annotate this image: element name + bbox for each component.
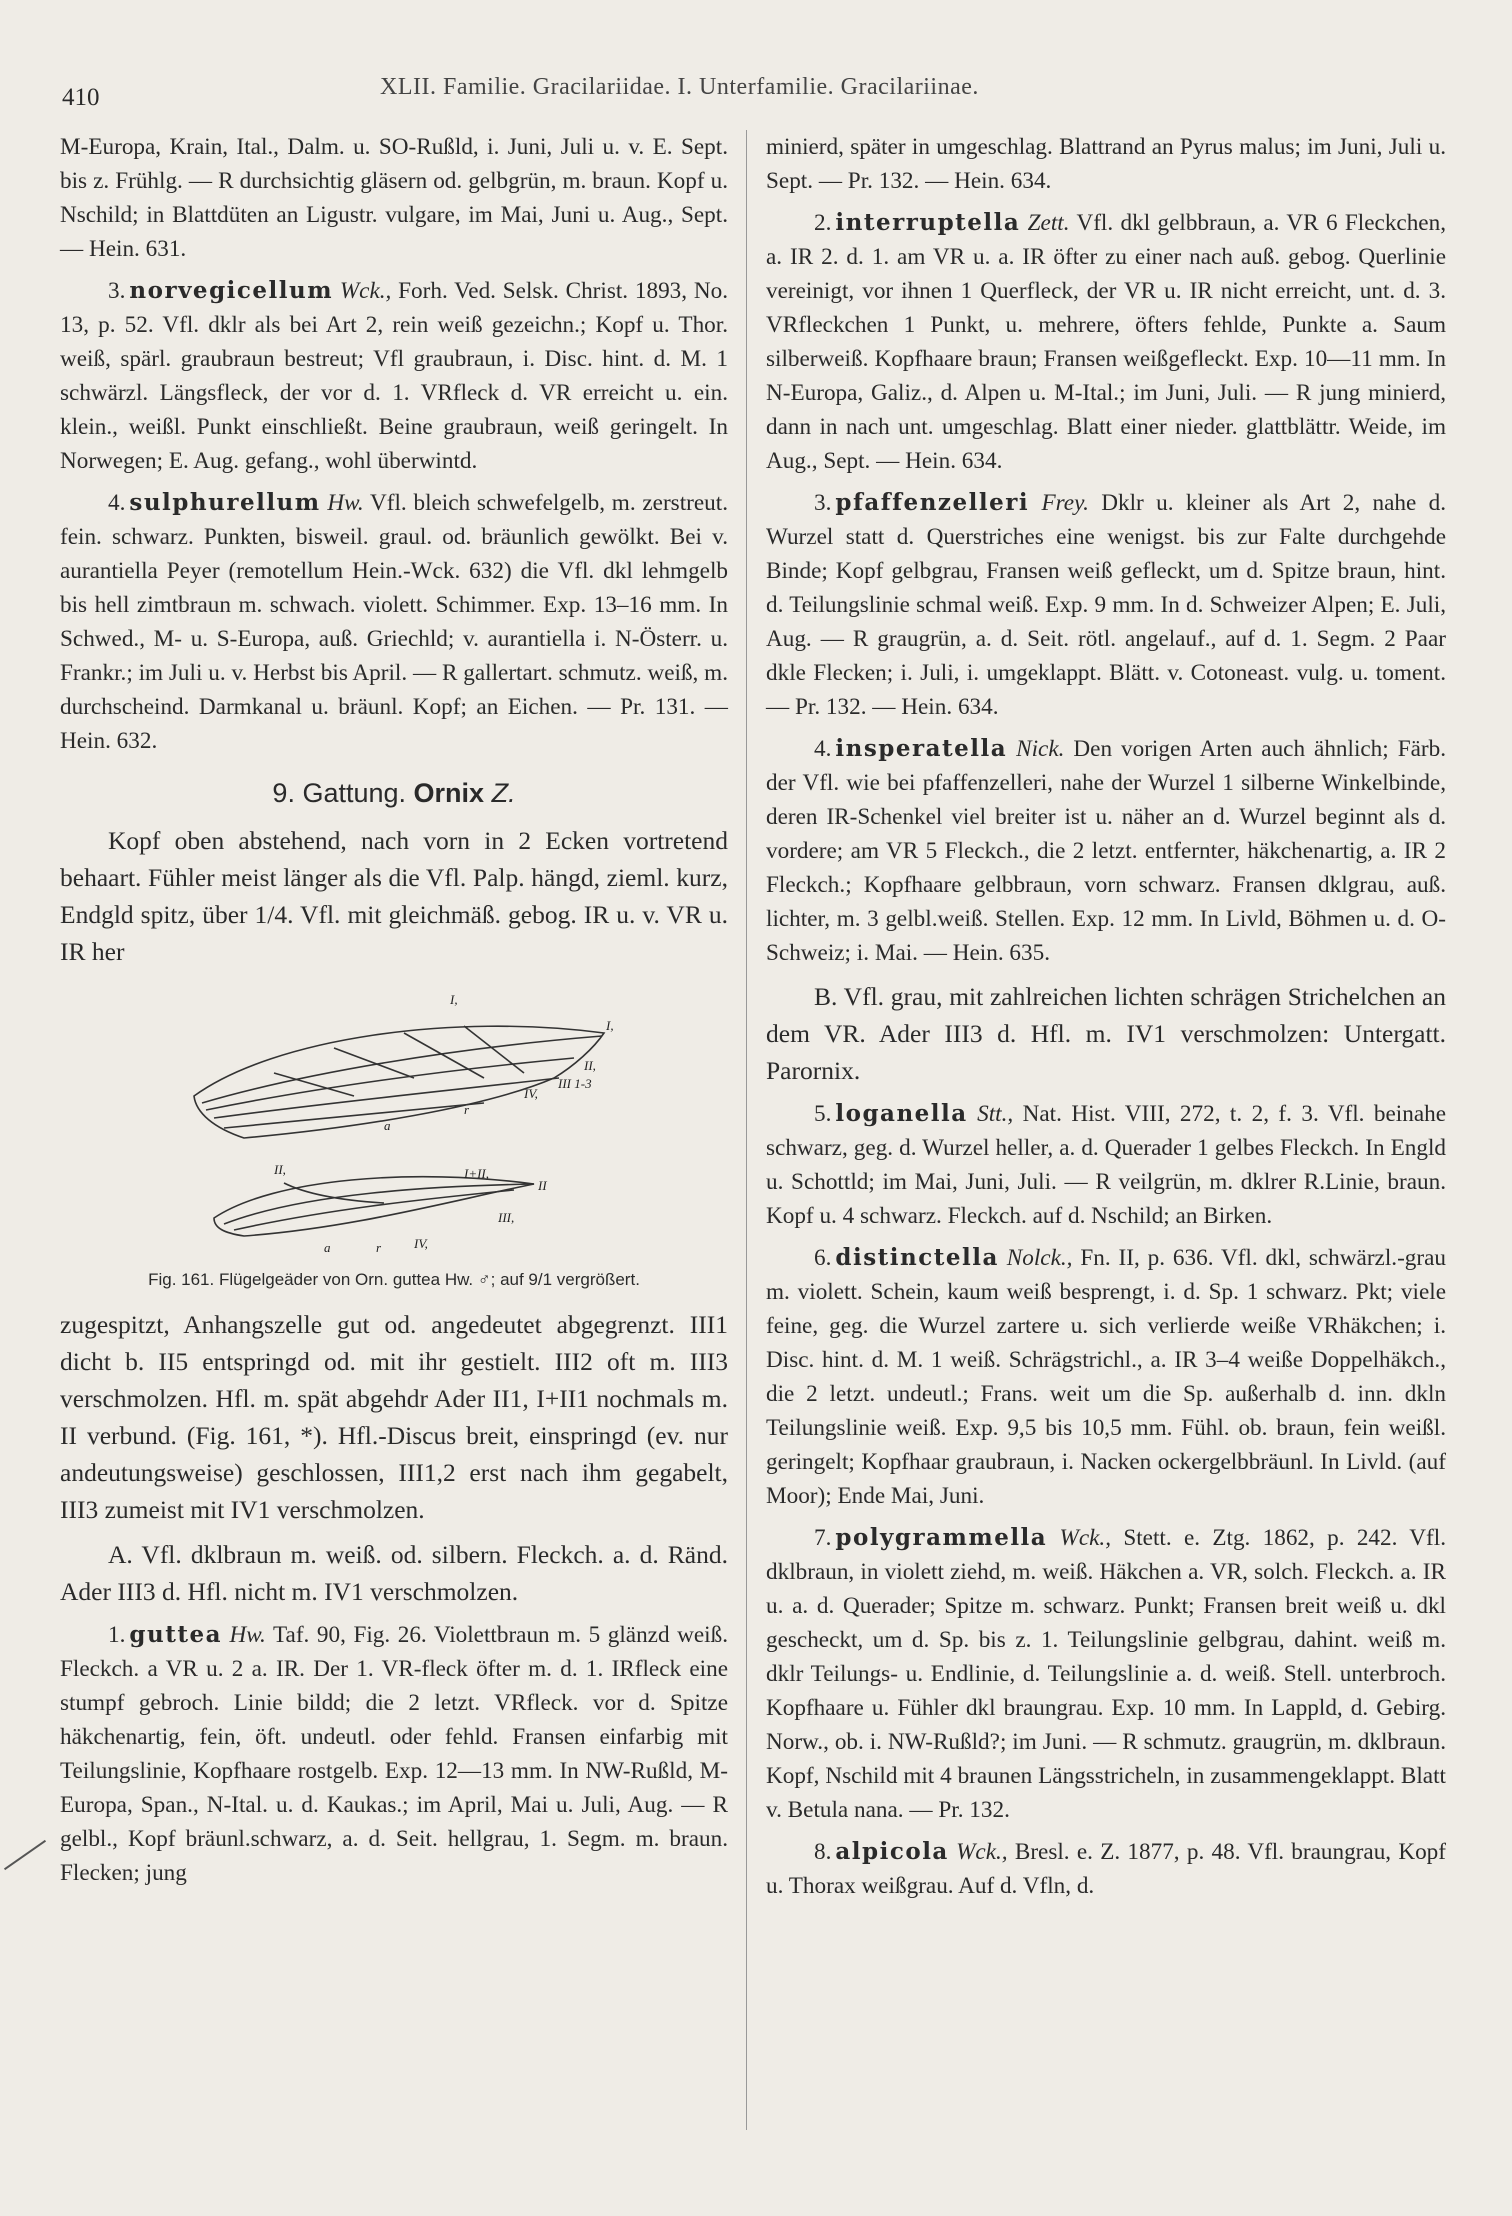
- species-entry-sulphurellum: 4. sulphurellum Hw. Vfl. bleich schwefelgelb, m. zerstreut. fein. schwarz. Punkten, bisweil. graul. od. bräunlich gewölkt. Bei v. aurantiella Peyer (remotellum Hein.-Wck. 632) die Vfl. dkl lehmgelb bis hell zimtbraun m. schwach. violett. Schimmer. Exp. 13–16 mm. In Schwed., M- u. S-Europa, auß. Griechld; v. aurantiella i. N-Österr. u. Frankr.; im Juli u. v. Herbst bis April. — R gallertart. schmutz. weiß, m. durchscheind. Darmkanal u. bräunl. Kopf; an Eichen. — Pr. 131. — Hein. 632.: [60, 489, 728, 754]
- right-column: [766, 130, 1446, 1911]
- continued-paragraph: minierd, später in umgeschlag. Blattrand an Pyrus malus; im Juni, Juli u. Sept. — Pr. 132. — Hein. 634.: [766, 134, 1446, 194]
- species-entry-pfaffenzelleri: 3. pfaffenzelleri Frey. Dklr u. kleiner als Art 2, nahe d. Wurzel statt d. Querstriches eine wenigst. bis zur Falte durchgehde Binde; Kopf gelbgrau, Fransen weiß gefleckt, um d. Spitze braun, hint. d. Teilungslinie schmal weiß. Exp. 9 mm. In d. Schweizer Alpen; E. Juli, Aug. — R graugrün, a. d. Seit. rötl. angelauf., auf d. 1. Segm. 2 Paar dkle Flecken; i. Juli, i. umgeklappt. Blätt. v. Cotoneast. vulg. u. toment. — Pr. 132. — Hein. 634.: [766, 489, 1447, 720]
- margin-pencil-mark: [4, 1840, 46, 1870]
- species-name: insperatella: [835, 735, 1008, 762]
- species-name: alpicola: [835, 1838, 949, 1865]
- fig-label: I+II,: [464, 1166, 490, 1181]
- fig-label: III 1-3: [558, 1076, 592, 1091]
- species-name: interruptella: [835, 209, 1021, 236]
- wing-venation-figure: [60, 978, 728, 1258]
- fig-label: a: [384, 1118, 391, 1133]
- species-entry-interruptella: 2. interruptella Zett. Vfl. dkl gelbbraun, a. VR 6 Fleckchen, a. IR 2. d. 1. am VR u. a. IR öfter zu einer nach auß. gebog. Querlinie vereinigt, vor ihnen 1 Querfleck, der VR u. IR nicht erreicht, unt. d. 3. VRfleckchen 1 Punkt, u. mehrere, öfters fehlde, Punkte a. Saum silberweiß. Kopfhaare braun; Fransen weißgefleckt. Exp. 10—11 mm. In N-Europa, Galiz., d. Alpen u. M-Ital.; im Juni, Juli. — R jung minierd, dann in nach unt. umgeschlag. Blatt einer nieder. glattblättr. Weide, im Aug., Sept. — Hein. 634.: [766, 209, 1446, 474]
- species-entry-distinctella: 6. distinctella Nolck., Fn. II, p. 636. Vfl. dkl, schwärzl.-grau m. violett. Schein, kaum weiß besprengt, i. d. Sp. 1 schwarz. Pkt; viele feine, geg. die Wurzel zartere u. sich verlierde weiße VRhäkchen; i. Disc. hint. d. M. 1 weiß. Schrägstrichl., a. IR 3–4 weiße Doppelhäkch., die 2 letzt. undeutl.; Frans. weit um die Sp. außerhalb d. inn. dkln Teilungslinie weiß. Exp. 9,5 bis 10,5 mm. Fühl. ob. braun, fein weißl. geringelt; Kopfhaar graubraun, i. Nacken ockergelbbräunl. In Livld. (auf Moor); Ende Mai, Juni.: [766, 1244, 1446, 1509]
- section-a-heading: A. Vfl. dklbraun m. weiß. od. silbern. Fleckch. a. d. Ränd. Ader III3 d. Hfl. nicht m. IV1 verschmolzen.: [60, 1540, 728, 1606]
- figure-caption: Fig. 161. Flügelgeäder von Orn. guttea Hw. ♂; auf 9/1 vergrößert.: [148, 1270, 640, 1289]
- species-entry-norvegicellum: 3. norvegicellum Wck., Forh. Ved. Selsk. Christ. 1893, No. 13, p. 52. Vfl. dklr als bei Art 2, rein weiß gezeichn.; Kopf u. Thor. weiß, spärl. graubraun bestreut; Vfl graubraun, i. Disc. hint. d. M. 1 schwärzl. Längsfleck, der vor d. 1. VRfleck d. VR erreicht u. ein. klein., weißl. Punkt einschließt. Beine graubraun, weiß geringelt. In Norwegen; E. Aug. gefang., wohl überwintd.: [60, 277, 728, 474]
- page-number: 410: [62, 84, 100, 111]
- species-author: Stt.,: [977, 1101, 1014, 1127]
- wing-venation-drawing: [154, 978, 634, 1258]
- species-author: Hw.: [327, 490, 364, 516]
- running-head: XLII. Familie. Gracilariidae. I. Unterfamilie. Gracilariinae.: [380, 74, 979, 100]
- species-author: Wck.,: [956, 1839, 1008, 1865]
- fig-label: a: [324, 1240, 331, 1255]
- species-name: norvegicellum: [129, 277, 334, 304]
- species-author: Nick.: [1016, 736, 1065, 762]
- species-entry-insperatella: 4. insperatella Nick. Den vorigen Arten auch ähnlich; Färb. der Vfl. wie bei pfaffenzelleri, nahe der Wurzel 1 silberne Winkelbinde, deren IR-Schenkel viel breiter ist u. näher an d. Wurzel beginnt als d. vordere; am VR 5 Fleckch., die 2 letzt. entfernter, häkchenartig, a. IR 2 Fleckch.; Kopfhaare gelbbraun, vorn schwarz. Fransen dklgrau, auß. lichter, m. 3 gelbl.weiß. Stellen. Exp. 12 mm. In Livld, Böhmen u. d. O-Schweiz; i. Mai. — Hein. 635.: [766, 735, 1446, 966]
- fig-label: I,: [450, 992, 458, 1007]
- fig-label: IV,: [414, 1236, 428, 1251]
- species-name: polygrammella: [835, 1524, 1048, 1551]
- species-name: guttea: [129, 1621, 222, 1648]
- species-author: Frey.: [1041, 490, 1089, 516]
- fig-label: II: [538, 1178, 547, 1193]
- species-name: distinctella: [835, 1244, 999, 1271]
- species-name: sulphurellum: [129, 489, 321, 516]
- fig-label: II,: [584, 1058, 596, 1073]
- species-author: Nolck.,: [1006, 1245, 1073, 1271]
- species-author: Hw.: [229, 1622, 266, 1648]
- species-name: loganella: [835, 1100, 968, 1127]
- species-author: Wck.,: [339, 278, 392, 304]
- genus-description: Kopf oben abstehend, nach vorn in 2 Ecken vortretend behaart. Fühler meist länger als die Vfl. Palp. hängd, zieml. kurz, Endgld spitz, über 1/4. Vfl. mit gleichmäß. gebog. IR u. v. VR u. IR her: [60, 826, 728, 966]
- genus-description-continued: zugespitzt, Anhangszelle gut od. angedeutet abgegrenzt. III1 dicht b. II5 entspringd od. mit ihr gestielt. III2 oft m. III3 verschmolzen. Hfl. m. spät abgehdr Ader II1, I+II1 nochmals m. II verbund. (Fig. 161, *). Hfl.-Discus breit, einspringd (ev. nur andeutungsweise) geschlossen, III1,2 erst nach ihm gegabelt, III3 zumeist mit IV1 verschmolzen.: [60, 1310, 728, 1524]
- species-author: Wck.,: [1059, 1525, 1112, 1551]
- column-divider: [746, 130, 747, 2130]
- fig-label: I,: [606, 1018, 614, 1033]
- fig-label: III,: [498, 1210, 515, 1225]
- continued-paragraph: M-Europa, Krain, Ital., Dalm. u. SO-Rußld, i. Juni, Juli u. v. E. Sept. bis z. Frühlg. — R durchsichtig gläsern od. gelbgrün, m. braun. Kopf u. Nschild; in Blattdüten an Ligustr. vulgare, im Mai, Juni u. Aug., Sept. — Hein. 631.: [60, 134, 728, 262]
- fig-label: II,: [274, 1162, 286, 1177]
- species-entry-guttea: 1. guttea Hw. Taf. 90, Fig. 26. Violettbraun m. 5 glänzd weiß. Fleckch. a VR u. 2 a. IR. Der 1. VR-fleck öfter m. d. 1. IRfleck eine stumpf gebroch. Linie bildd; die 2 letzt. VRfleck. vor d. Spitze häkchenartig, fein, öft. undeutl. oder fehld. Fransen einfarbig mit Teilungslinie, Kopfhaare rostgelb. Exp. 12—13 mm. In NW-Rußld, M-Europa, Span., N-Ital. u. d. Kaukas.; im April, Mai u. Juli, Aug. — R gelbl., Kopf bräunl.schwarz, a. d. Seit. hellgrau, 1. Segm. m. braun. Flecken; jung: [60, 1621, 728, 1886]
- fig-label: r: [376, 1240, 382, 1255]
- species-entry-polygrammella: 7. polygrammella Wck., Stett. e. Ztg. 1862, p. 242. Vfl. dklbraun, in violett ziehd, m. weiß. Häkchen a. VR, solch. Fleckch. a. IR u. a. d. Querader; Spitze m. schwarz. Punkt; Fransen breit weiß u. dkl gescheckt, um d. Sp. bis z. 1. Teilungslinie gelbgrau, dahint. weiß m. dklr Teilungs- u. Endlinie, d. Teilungslinie a. d. weiß. Stell. unterbroch. Kopfhaare u. Fühler dkl braungrau. Exp. 10 mm. In Lappld, d. Gebirg. Norw., ob. i. NW-Rußld?; im Juni. — R schmutz. graugrün, m. dklbraun. Kopf, Nschild mit 4 braunen Längsstricheln, in zusammengeklappt. Blatt v. Betula nana. — Pr. 132.: [766, 1524, 1446, 1823]
- fig-label: r: [464, 1102, 470, 1117]
- species-entry-loganella: 5. loganella Stt., Nat. Hist. VIII, 272, t. 2, f. 3. Vfl. beinahe schwarz, geg. d. Wurzel heller, a. d. Querader 1 gelbes Fleckch. In Engld u. Schottld; im Mai, Juni, Juli. — R veilgrün, m. dklrer R.Linie, braun. Kopf u. 4 schwarz. Fleckch. auf d. Nschild; an Birken.: [766, 1100, 1446, 1229]
- fig-label: IV,: [524, 1086, 538, 1101]
- species-name: pfaffenzelleri: [835, 489, 1030, 516]
- genus-name: Ornix: [413, 778, 485, 808]
- species-author: Zett.: [1027, 210, 1070, 236]
- species-entry-alpicola: 8. alpicola Wck., Bresl. e. Z. 1877, p. 48. Vfl. braungrau, Kopf u. Thorax weißgrau. Auf d. Vfln, d.: [766, 1838, 1447, 1899]
- left-column: [60, 130, 728, 1898]
- genus-heading: 9. Gattung. Ornix Z.: [272, 778, 516, 808]
- section-b-heading: B. Vfl. grau, mit zahlreichen lichten schrägen Strichelchen an dem VR. Ader III3 d. Hfl. m. IV1 verschmolzen: Untergatt. Parornix.: [766, 982, 1446, 1085]
